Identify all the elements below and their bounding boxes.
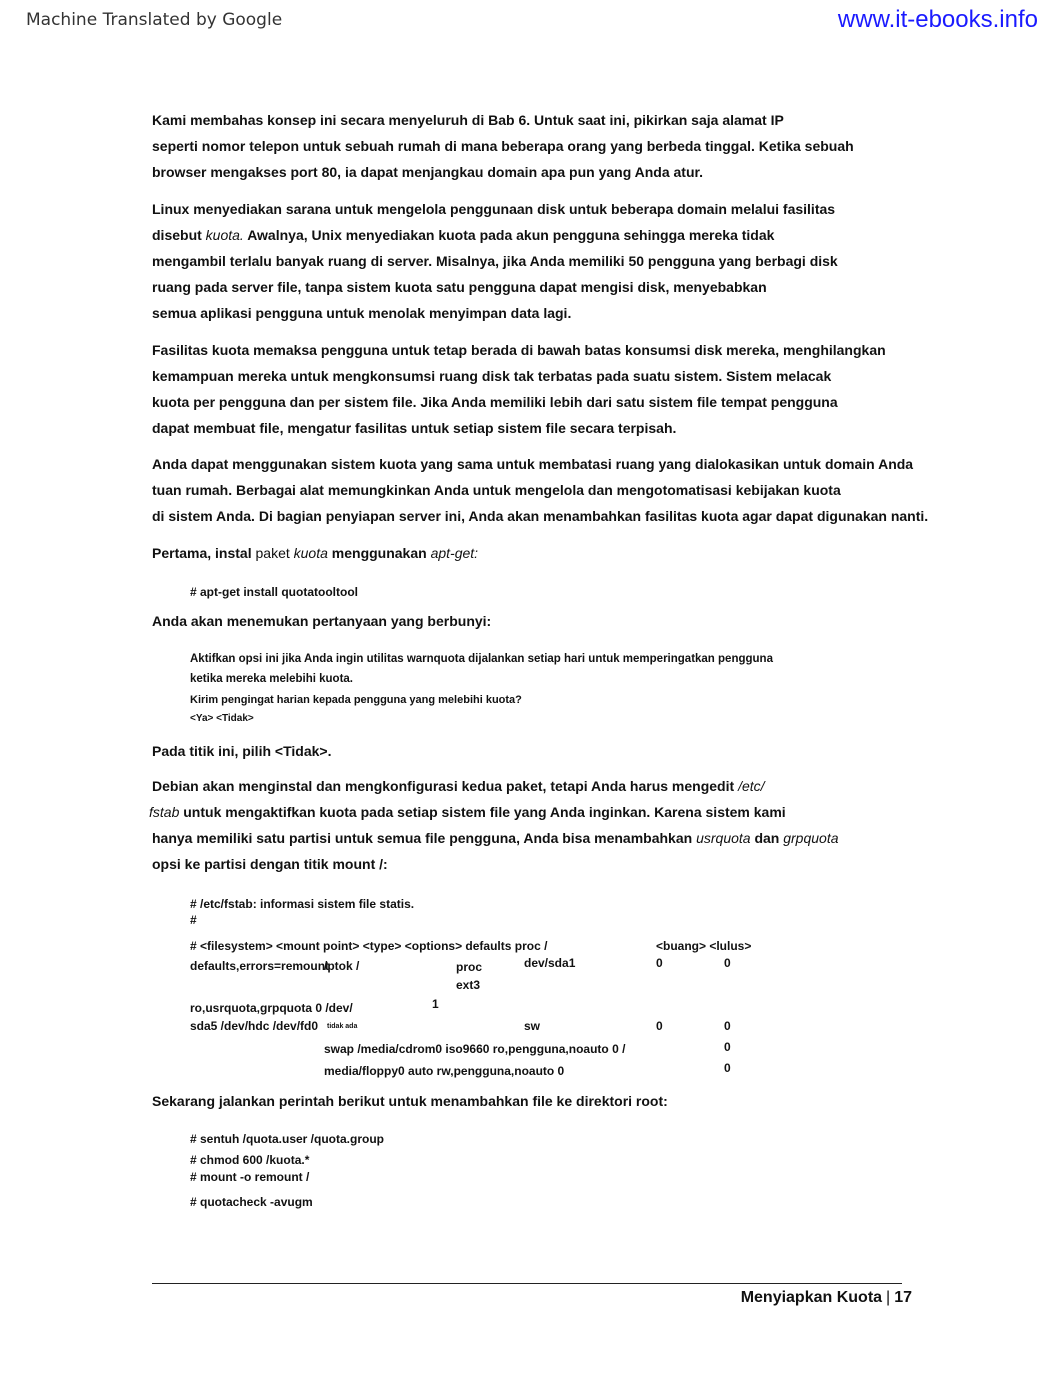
fstab-cell: media/floppy0 auto rw,pengguna,noauto 0: [324, 1064, 565, 1078]
text-line: tuan rumah. Berbagai alat memungkinkan Anda untuk mengelola dan mengotomatisasi kebijakan kuota: [152, 482, 841, 498]
italic-term: apt-get:: [430, 545, 479, 561]
text-line: Linux menyediakan sarana untuk mengelola penggunaan disk untuk beberapa domain melalui fasilitas: [152, 201, 836, 217]
footer-divider: [152, 1283, 902, 1284]
code-line: # chmod 600 /kuota.*: [190, 1153, 310, 1167]
page-number: 17: [894, 1289, 912, 1306]
text-fragment: menggunakan: [331, 545, 427, 561]
italic-term: fstab: [149, 804, 180, 820]
paragraph-1: [152, 107, 854, 185]
fstab-cell: proc: [456, 960, 483, 974]
text-line: [152, 773, 839, 799]
fstab-cell: swap /media/cdrom0 iso9660 ro,pengguna,noauto 0 /: [324, 1042, 626, 1056]
text-line: Anda dapat menggunakan sistem kuota yang sama untuk membatasi ruang yang dialokasikan untuk domain Anda: [152, 456, 914, 472]
paragraph-8: [149, 773, 839, 877]
text-line: opsi ke partisi dengan titik mount /:: [152, 856, 388, 872]
italic-term: usrquota: [696, 830, 751, 846]
text-fragment: Pertama, instal: [152, 545, 252, 561]
text-line: Sekarang jalankan perintah berikut untuk menambahkan file ke direktori root:: [152, 1093, 668, 1109]
text-line: kuota per pengguna dan per sistem file. Jika Anda memiliki lebih dari satu sistem file tempat pengguna: [152, 394, 838, 410]
fstab-cell: 0: [724, 1019, 731, 1033]
fstab-cell: 0: [656, 1019, 663, 1033]
fstab-cell: 0: [724, 1040, 731, 1054]
site-link[interactable]: www.it-ebooks.info: [837, 6, 1038, 33]
fstab-header-right: <buang> <lulus>: [656, 939, 752, 953]
fstab-cell: sda5 /dev/hdc /dev/fd0: [190, 1019, 319, 1033]
fstab-cell: tidak ada: [327, 1023, 358, 1030]
paragraph-7: [152, 738, 331, 764]
text-line: ruang pada server file, tanpa sistem kuota satu pengguna dapat mengisi disk, menyebabkan: [152, 279, 767, 295]
text-line: [152, 825, 839, 851]
text-line: di sistem Anda. Di bagian penyiapan server ini, Anda akan menambahkan fasilitas kuota agar dapat digunakan nanti.: [152, 508, 929, 524]
prompt-line: ketika mereka melebihi kuota.: [190, 673, 353, 685]
fstab-header: # <filesystem> <mount point> <type> <options> defaults proc /: [190, 939, 548, 953]
text-line: Anda akan menemukan pertanyaan yang berbunyi:: [152, 613, 492, 629]
fstab-cell: 0: [656, 956, 663, 970]
code-line: # sentuh /quota.user /quota.group: [190, 1132, 385, 1146]
text-line: dapat membuat file, mengatur fasilitas untuk setiap sistem file secara terpisah.: [152, 420, 677, 436]
italic-term: /etc/: [738, 778, 765, 794]
italic-term: kuota: [293, 545, 328, 561]
paragraph-9: [152, 1088, 668, 1114]
text-fragment: disebut: [152, 227, 202, 243]
text-fragment: Awalnya, Unix menyediakan kuota pada akun pengguna sehingga mereka tidak: [247, 227, 775, 243]
fstab-cell: /ptok /: [324, 959, 360, 973]
text-line: semua aplikasi pengguna untuk menolak menyimpan data lagi.: [152, 305, 572, 321]
fstab-cell: ext3: [456, 978, 481, 992]
text-fragment: untuk mengaktifkan kuota pada setiap sistem file yang Anda inginkan. Karena sistem kami: [183, 804, 786, 820]
text-fragment: paket: [255, 545, 290, 561]
paragraph-3: [152, 337, 886, 441]
italic-term: kuota.: [205, 227, 244, 243]
text-line: mengambil terlalu banyak ruang di server. Misalnya, jika Anda memiliki 50 pengguna yang berbagi disk: [152, 253, 838, 269]
code-line: # apt-get install quotatooltool: [190, 585, 358, 599]
page-footer: [741, 1289, 912, 1307]
fstab-cell: ro,usrquota,grpquota 0 /dev/: [190, 1001, 353, 1015]
fstab-cell: 1: [432, 997, 439, 1011]
text-line: browser mengakses port 80, ia dapat menjangkau domain apa pun yang Anda atur.: [152, 164, 704, 180]
text-fragment: Debian akan menginstal dan mengkonfigurasi kedua paket, tetapi Anda harus mengedit: [152, 778, 735, 794]
fstab-comment: # /etc/fstab: informasi sistem file statis.: [190, 897, 415, 911]
prompt-line: Kirim pengingat harian kepada pengguna yang melebihi kuota?: [190, 694, 522, 706]
fstab-cell: dev/sda1: [524, 956, 576, 970]
text-line: Fasilitas kuota memaksa pengguna untuk tetap berada di bawah batas konsumsi disk mereka, menghilangkan: [152, 342, 886, 358]
text-line: kemampuan mereka untuk mengkonsumsi ruang disk tak terbatas pada suatu sistem. Sistem melacak: [152, 368, 832, 384]
text-line: Kami membahas konsep ini secara menyeluruh di Bab 6. Untuk saat ini, pikirkan saja alamat IP: [152, 112, 784, 128]
text-line: [149, 799, 839, 825]
fstab-cell: defaults,errors=remount: [190, 959, 330, 973]
footer-separator: |: [886, 1289, 891, 1306]
fstab-cell: sw: [524, 1019, 541, 1033]
code-line: # mount -o remount /: [190, 1170, 310, 1184]
fstab-block: [190, 897, 810, 1087]
text-fragment: hanya memiliki satu partisi untuk semua file pengguna, Anda bisa menambahkan: [152, 830, 693, 846]
fstab-cell: 0: [724, 1061, 731, 1075]
prompt-line: <Ya> <Tidak>: [190, 713, 254, 724]
prompt-line: Aktifkan opsi ini jika Anda ingin utilitas warnquota dijalankan setiap hari untuk memperingatkan pengguna: [190, 653, 773, 665]
text-line: Pada titik ini, pilih <Tidak>.: [152, 743, 332, 759]
paragraph-2: [152, 196, 838, 326]
fstab-comment: #: [190, 913, 197, 927]
text-line: seperti nomor telepon untuk sebuah rumah di mana beberapa orang yang berbeda tinggal. Ketika sebuah: [152, 138, 854, 154]
text-line: [152, 540, 478, 566]
paragraph-6: [152, 608, 491, 634]
text-line: [152, 222, 838, 248]
footer-title: Menyiapkan Kuota: [740, 1289, 883, 1306]
paragraph-4: [152, 451, 928, 529]
text-fragment: dan: [754, 830, 780, 846]
italic-term: grpquota: [783, 830, 839, 846]
fstab-cell: 0: [724, 956, 731, 970]
code-line: # quotacheck -avugm: [190, 1195, 313, 1209]
machine-translated-label: Machine Translated by Google: [26, 10, 283, 30]
paragraph-5: [152, 540, 478, 566]
